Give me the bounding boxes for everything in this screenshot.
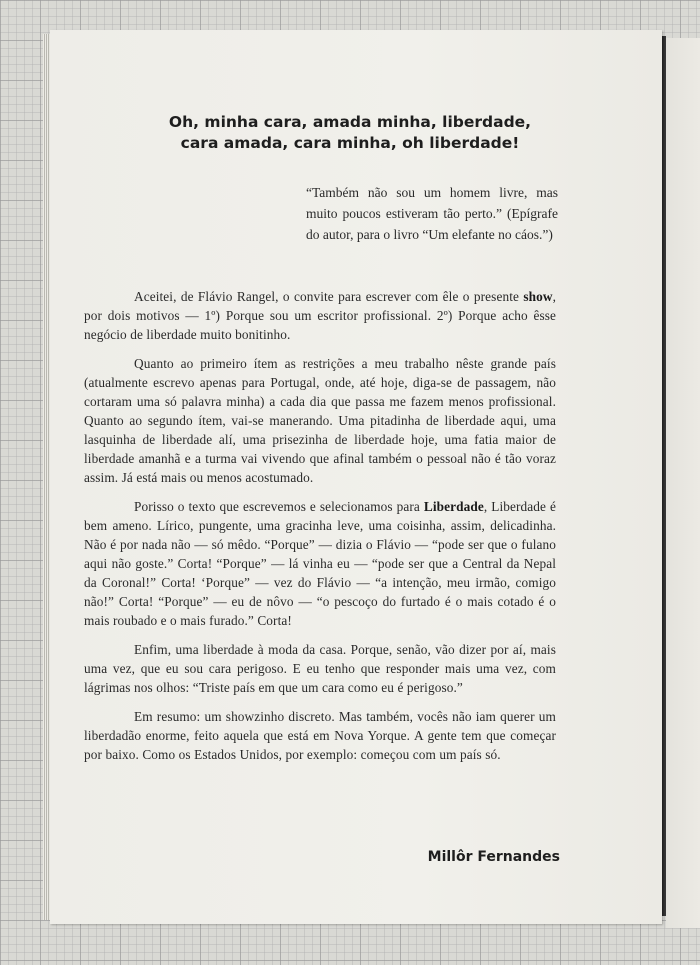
paragraph-4: Enfim, uma liberdade à moda da casa. Porque, senão, vão dizer por aí, mais uma vez, que eu sou cara perigoso. E eu tenho que responder mais uma vez, com lágrimas nos olhos: “Triste país em que um cara como eu é perigoso.”: [84, 642, 556, 695]
liberdade-word: Liberdade: [423, 499, 484, 514]
paragraph-3-text-a: Porisso o texto que escrevemos e selecionamos para: [134, 499, 424, 514]
title-line-1: Oh, minha cara, amada minha, liberdade,: [168, 113, 532, 131]
facing-page-edge: [666, 38, 700, 928]
paragraph-3-text-b: , Liberdade é bem ameno. Lírico, pungente, uma gracinha leve, uma coisinha, assim, delicadinha. Não é por nada não — só mêdo. “Porque” — dizia o Flávio — “pode ser que o fulano aqui não goste.” Corta! “Porque” — lá vinha eu — “pode ser que a Central da Nepal da Coronal!” Corta! ‘Porque” — vez do Flávio — “a intenção, meu irmão, comigo não!” Corta! “Porque” — eu de nôvo — “o pescoço do furtado é o mais cotado é o mais roubado e o mais furado.” Corta!: [84, 499, 556, 628]
show-word: show: [523, 289, 553, 304]
author-signature: Millôr Fernandes: [427, 849, 560, 865]
page-title: [150, 112, 550, 154]
paragraph-2: Quanto ao primeiro ítem as restrições a meu trabalho nêste grande país (atualmente escrevo apenas para Portugal, onde, até hoje, diga-se de passagem, não cortaram uma só palavra minha) a cada dia que passa me fazem menos profissional. Quanto ao segundo ítem, vai-se manerando. Uma pitadinha de liberdade aqui, uma lasquinha de liberdade alí, uma prisezinha de liberdade hoje, uma fatia maior de liberdade amanhã e a turma vai vivendo que afinal também o pessoal não é tão voraz assim. Já está mais ou menos acostumado.: [84, 356, 556, 485]
title-line-2: cara amada, cara minha, oh liberdade!: [180, 134, 520, 152]
body-text: [84, 287, 556, 774]
paragraph-1: [84, 287, 556, 344]
paragraph-3: [84, 497, 556, 630]
paragraph-1-text-b: , por dois motivos — 1º) Porque sou um escritor profissional. 2º) Porque acho êsse negócio de liberdade muito bonitinho.: [84, 289, 556, 342]
paragraph-1-text-a: Aceitei, de Flávio Rangel, o convite para escrever com êle o presente: [134, 289, 524, 304]
epigraph: “Também não sou um homem livre, mas muito poucos estiveram tão perto.” (Epígrafe do autor, para o livro “Um elefante no cáos.”): [306, 185, 558, 242]
paragraph-5: Em resumo: um showzinho discreto. Mas também, vocês não iam querer um liberdadão enorme, feito aquela que está em Nova Yorque. A gente tem que começar por baixo. Como os Estados Unidos, por exemplo: começou com um país só.: [84, 709, 556, 762]
